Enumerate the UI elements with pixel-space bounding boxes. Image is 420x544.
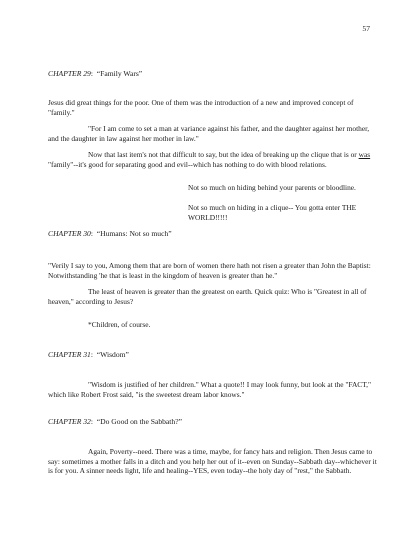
chapter-31-title: “Wisdom” [96,350,129,359]
chapter-29-paragraph-4: Not so much on hiding behind your parents or bloodline. [188,183,356,192]
chapter-30-paragraph-3: *Children, of course. [88,320,151,329]
chapter-29-paragraph-3 [48,150,378,169]
chapter-30-heading: CHAPTER 30: “Humans: Not so much” [48,229,172,238]
chapter-32-paragraph-1: Again, Poverty--need. There was a time, maybe, for fancy hats and religion. Then Jesus came to say: sometimes a mother falls in a ditch and you help her out of it--even on Sunday--Sabbath day--whichever it is for you. A sinner needs light, life and healing--YES, even today--the holy day of "rest," the Sabbath. [48,447,377,476]
chapter-30-paragraph-2: The least of heaven is greater than the greatest on earth. Quick quiz: Who is "Greatest in all of heaven," according to Jesus? [48,287,367,306]
chapter-29-paragraph-1: Jesus did great things for the poor. One of them was the introduction of a new and improved concept of "family." [48,98,354,117]
chapter-32-heading: CHAPTER 32: “Do Good on the Sabbath?” [48,417,182,426]
chapter-30-paragraph-1: "Verily I say to you, Among them that are born of women there hath not risen a greater than John the Baptist: Notwithstanding 'he that is least in the kingdom of heaven is greater than he." [48,261,371,280]
chapter-29-title: “Family Wars” [96,69,143,78]
chapter-29-heading: CHAPTER 29: “Family Wars” [48,69,143,78]
chapter-29-paragraph-5: Not so much on hiding in a clique-- You gotta enter THE WORLD!!!!! [188,203,357,222]
chapter-31-label: CHAPTER 31 [48,350,91,359]
chapter-31-paragraph-1: "Wisdom is justified of her children." What a quote!! I may look funny, but look at the "FACT," which like Robert Frost said, "is the sweetest dream labor knows." [48,380,372,399]
chapter-31-heading: CHAPTER 31: “Wisdom” [48,350,129,359]
chapter-29-label: CHAPTER 29 [48,69,91,78]
chapter-30-title: “Humans: Not so much” [96,229,172,238]
chapter-29-paragraph-3-start: Now that last item's not that difficult to say, but the idea of breaking up the clique that is or [88,150,359,159]
page-number: 57 [362,24,370,33]
chapter-30-label: CHAPTER 30 [48,229,91,238]
chapter-32-label: CHAPTER 32 [48,417,91,426]
chapter-29-paragraph-3-end: "family"--it's good for separating good and evil--which has nothing to do with blood relations. [48,159,327,169]
chapter-29-underlined-was: was [358,150,371,159]
chapter-29-paragraph-2: "For I am come to set a man at variance against his father, and the daughter against her mother, and the daughter in law against her mother in law." [48,124,370,143]
chapter-32-title: “Do Good on the Sabbath?” [96,417,182,426]
